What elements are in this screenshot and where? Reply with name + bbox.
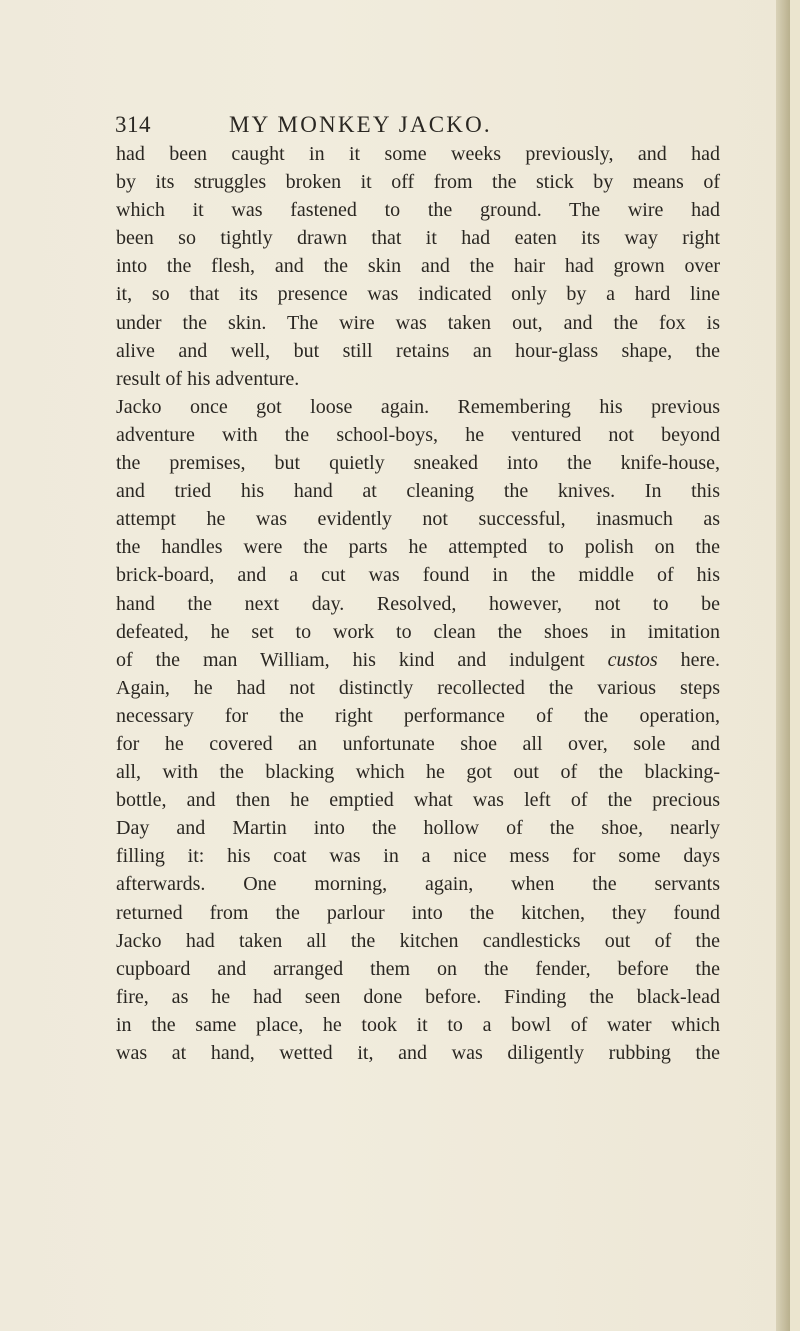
text-line: was at hand, wetted it, and was diligently rubbing the xyxy=(116,1042,720,1064)
text-line: and tried his hand at cleaning the knives. In this xyxy=(116,480,720,503)
page-edge xyxy=(776,0,790,1331)
text-line: it, so that its presence was indicated only by a hard line xyxy=(116,283,720,306)
text-line: returned from the parlour into the kitchen, they found xyxy=(116,901,720,924)
text-line: by its struggles broken it off from the stick by means of xyxy=(116,171,720,194)
text-line: adventure with the school-boys, he ventured not beyond xyxy=(116,423,720,446)
italic-word: custos xyxy=(607,648,658,671)
text-line: attempt he was evidently not successful, inasmuch as xyxy=(116,508,720,531)
text-line: cupboard and arranged them on the fender, before the xyxy=(116,957,720,980)
running-title: MY MONKEY JACKO. xyxy=(229,112,492,137)
text-line: under the skin. The wire was taken out, and the fox is xyxy=(116,311,720,334)
line-start: of the man William, his kind and indulgent xyxy=(116,648,585,671)
paragraph-start-line: Jacko once got loose again. Remembering his previous xyxy=(116,395,720,418)
text-line: been so tightly drawn that it had eaten its way right xyxy=(116,227,720,250)
text-line: into the flesh, and the skin and the hair had grown over xyxy=(116,255,720,278)
text-line: afterwards. One morning, again, when the servants xyxy=(116,873,720,896)
text-line: defeated, he set to work to clean the shoes in imitation xyxy=(116,620,720,643)
text-line: all, with the blacking which he got out of the blacking- xyxy=(116,761,720,784)
page-number: 314 xyxy=(115,112,151,137)
text-line-with-italic xyxy=(116,646,720,674)
running-head xyxy=(115,112,715,142)
text-line: bottle, and then he emptied what was left of the precious xyxy=(116,789,720,812)
text-line: Jacko had taken all the kitchen candlesticks out of the xyxy=(116,929,720,952)
body-text xyxy=(116,140,720,1067)
text-line: necessary for the right performance of the operation, xyxy=(116,704,720,727)
text-line: Day and Martin into the hollow of the shoe, nearly xyxy=(116,817,720,840)
text-line: which it was fastened to the ground. The wire had xyxy=(116,199,720,222)
text-line: hand the next day. Resolved, however, not to be xyxy=(116,592,720,615)
text-line: fire, as he had seen done before. Finding the black-lead xyxy=(116,985,720,1008)
text-line: had been caught in it some weeks previously, and had xyxy=(116,143,720,165)
text-line: result of his adventure. xyxy=(116,367,300,390)
text-line: brick-board, and a cut was found in the middle of his xyxy=(116,564,720,587)
line-end: here. xyxy=(657,648,720,671)
text-line: the premises, but quietly sneaked into the knife-house, xyxy=(116,452,720,475)
text-line: for he covered an unfortunate shoe all over, sole and xyxy=(116,732,720,755)
text-line: alive and well, but still retains an hour-glass shape, the xyxy=(116,339,720,362)
text-line: in the same place, he took it to a bowl of water which xyxy=(116,1013,720,1036)
text-line: the handles were the parts he attempted to polish on the xyxy=(116,536,720,559)
text-line: Again, he had not distinctly recollected the various steps xyxy=(116,676,720,699)
text-line: filling it: his coat was in a nice mess for some days xyxy=(116,845,720,868)
